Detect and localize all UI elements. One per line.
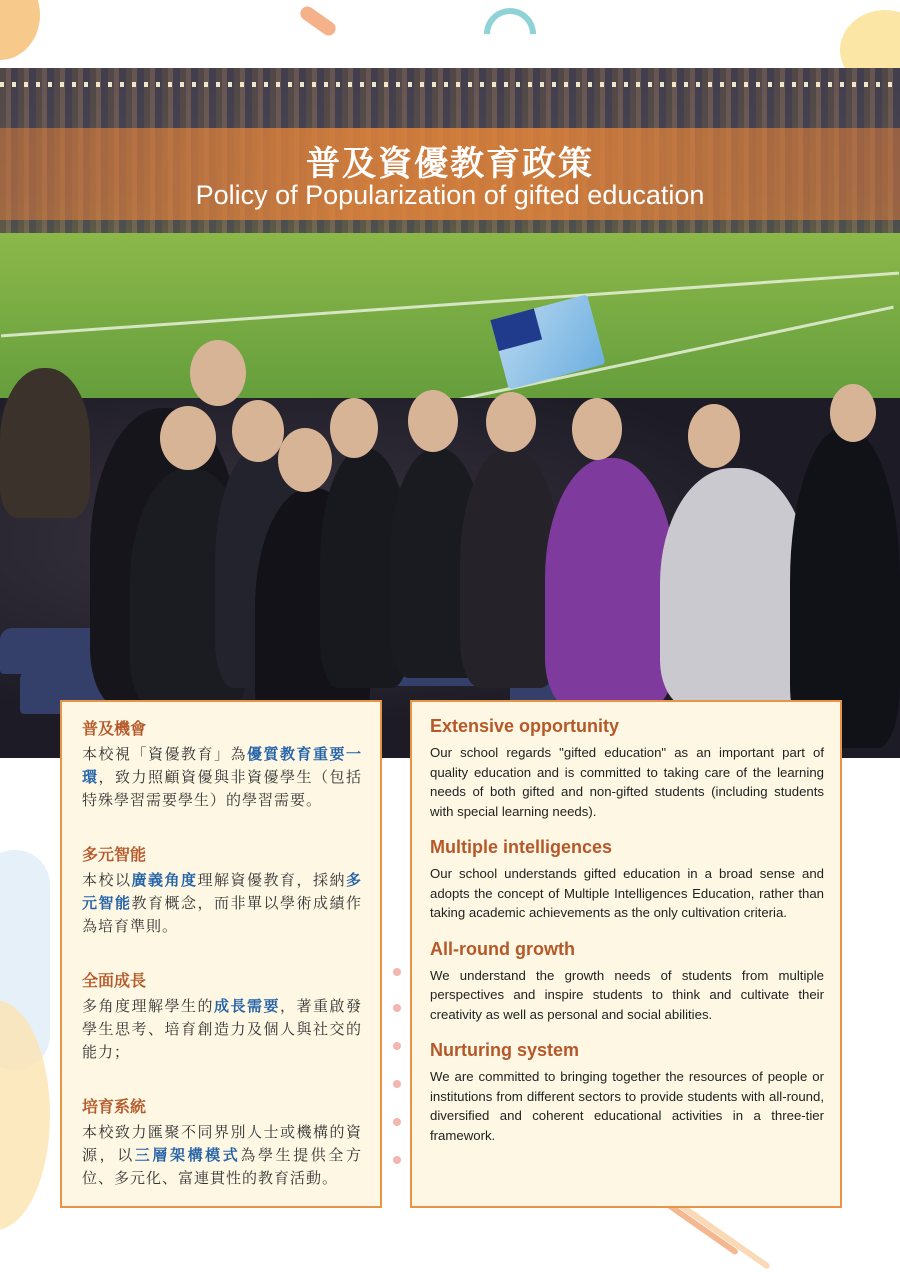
decorative-arc — [473, 0, 547, 71]
decorative-dot — [393, 1080, 401, 1088]
zh-highlight: 成長需要 — [213, 997, 280, 1015]
decorative-dot — [393, 1004, 401, 1012]
en-section-heading: Extensive opportunity — [430, 716, 620, 736]
en-section — [430, 939, 824, 1025]
student-face — [572, 398, 622, 460]
zh-text-run: ，致力照顧資優與非資優學生（包括特殊學習需要學生）的學習需要。 — [82, 768, 362, 809]
zh-section-heading: 培育系統 — [82, 1097, 147, 1116]
zh-section-heading: 普及機會 — [82, 719, 147, 738]
student-face — [160, 406, 216, 470]
student-face — [232, 400, 284, 462]
en-section — [430, 716, 824, 821]
student — [545, 458, 675, 708]
zh-text-run: 本校致力匯聚不同界別人士或機構的資源，以 — [82, 1123, 362, 1164]
zh-highlight: 優質教育重要一環 — [82, 745, 362, 786]
decorative-blob — [0, 0, 40, 60]
zh-text-run: 多角度理解學生的 — [82, 997, 214, 1015]
zh-section — [82, 1094, 362, 1190]
zh-text-run: 本校視「資優教育」為 — [82, 745, 247, 763]
zh-highlight: 廣義角度 — [131, 871, 198, 889]
decorative-bar — [298, 4, 339, 38]
zh-section-text — [82, 743, 362, 812]
zh-text-run: 教育概念，而非單以學術成績作為培育準則。 — [82, 894, 362, 935]
stadium-lights — [0, 82, 900, 87]
title-banner — [0, 128, 900, 220]
en-section — [430, 837, 824, 923]
student — [660, 468, 810, 708]
decorative-dot — [393, 1042, 401, 1050]
en-section-heading: Nurturing system — [430, 1040, 580, 1060]
zh-highlight: 多元智能 — [82, 871, 362, 912]
decorative-dot — [393, 1156, 401, 1164]
page-title-zh: 普及資優教育政策 — [306, 144, 594, 184]
student-face — [330, 398, 378, 458]
policy-box-chinese — [60, 700, 382, 1208]
decorative-dot — [393, 1118, 401, 1126]
zh-section — [82, 842, 362, 938]
en-section-text: We are committed to bringing together the resources of people or institutions from different sectors to provide students with all-round, diversified and coherent educational activities in a three-tier framework. — [430, 1069, 824, 1143]
zh-section-heading: 全面成長 — [82, 971, 147, 990]
zh-highlight: 三層架構模式 — [134, 1146, 241, 1164]
student-face — [408, 390, 458, 452]
zh-text-run: 理解資優教育，採納 — [197, 871, 346, 889]
zh-text-run: 為學生提供全方位、多元化、富連貫性的教育活動。 — [82, 1146, 362, 1187]
student-face — [486, 392, 536, 452]
en-section-heading: All-round growth — [430, 938, 575, 959]
zh-section-text — [82, 995, 362, 1064]
en-section-text: We understand the growth needs of students from multiple perspectives and inspire students to think and cultivate their creativity as well as personal and social abilities. — [430, 967, 824, 1022]
spectator — [0, 368, 90, 518]
zh-section-text — [82, 1121, 362, 1190]
zh-section — [82, 716, 362, 812]
student-face — [278, 428, 332, 492]
en-section-text: Our school regards "gifted education" as an important part of quality education and is committed to taking care of the learning needs of both gifted and non-gifted students (including students with special learning needs). — [430, 745, 824, 819]
spectator-face — [830, 384, 876, 442]
en-section — [430, 1040, 824, 1145]
zh-section-text — [82, 869, 362, 938]
decorative-dot — [393, 968, 401, 976]
zh-text-run: 本校以 — [82, 871, 132, 889]
student-face — [190, 340, 246, 406]
zh-section — [82, 968, 362, 1064]
page-title-en: Policy of Popularization of gifted education — [195, 180, 705, 210]
en-section-heading: Multiple intelligences — [430, 837, 613, 857]
policy-box-english — [410, 700, 842, 1208]
en-section-text: Our school understands gifted education in a broad sense and adopts the concept of Multiple Intelligences Education, rather than taking academic achievements as the only cultivation criteria. — [430, 866, 824, 920]
student-face — [688, 404, 740, 468]
zh-text-run: ，著重啟發學生思考、培育創造力及個人與社交的能力； — [82, 997, 362, 1061]
zh-section-heading: 多元智能 — [82, 845, 147, 864]
